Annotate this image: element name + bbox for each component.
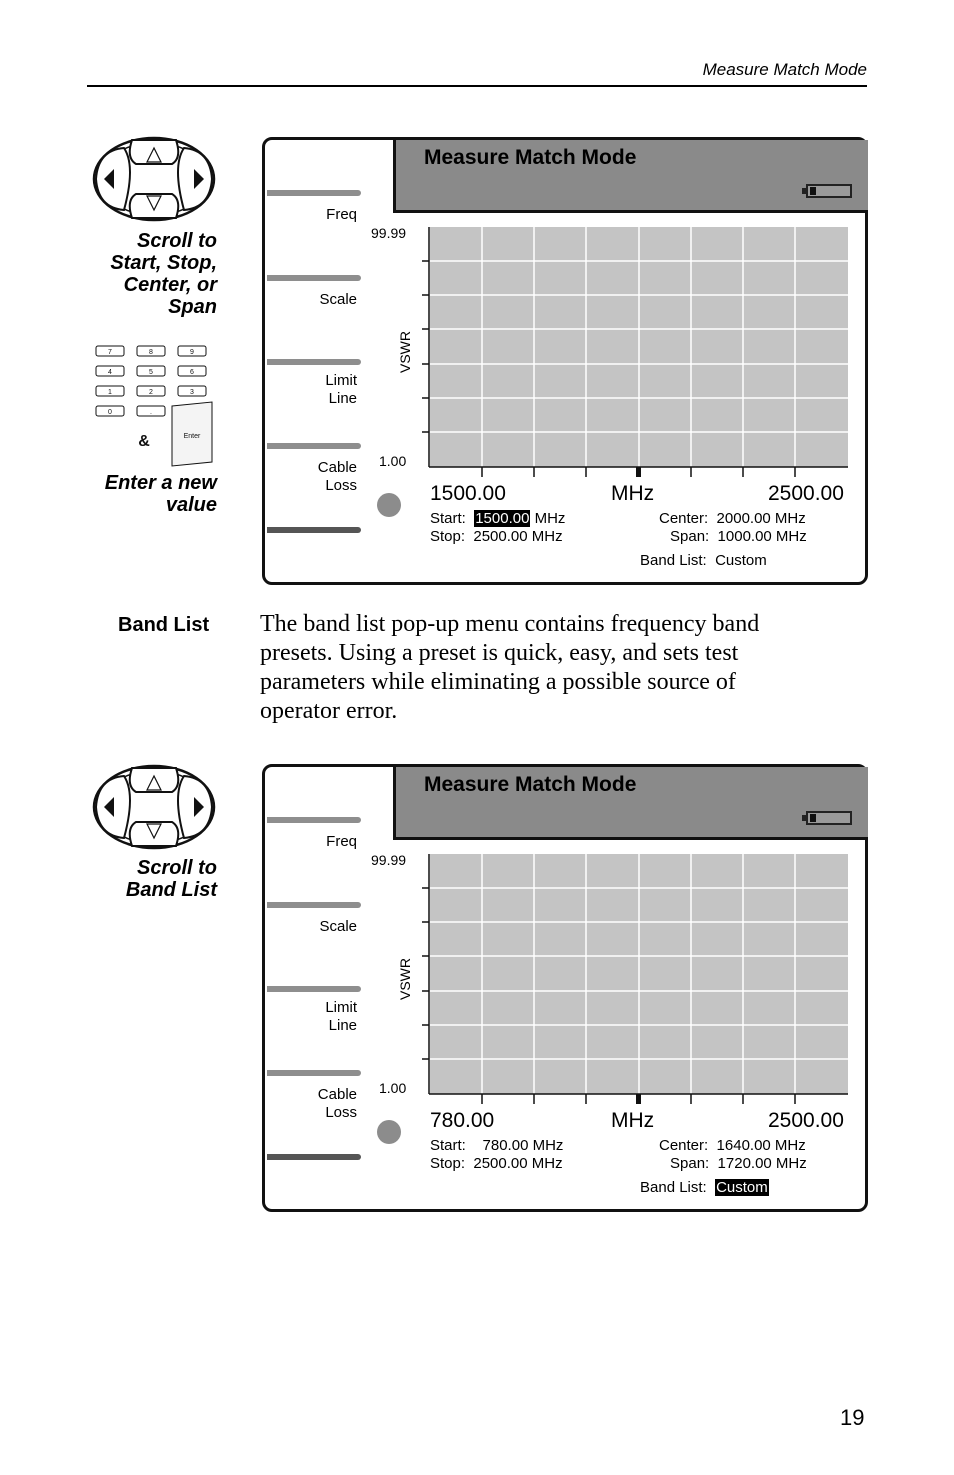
x-start-label: 780.00 [430, 1109, 495, 1132]
y-axis-title: VSWR [397, 958, 413, 1000]
caption-enter-value: Enter a new value [104, 472, 217, 516]
numeric-keypad-icon [92, 342, 216, 467]
span-readout[interactable]: Span: 1720.00 MHz [670, 1155, 807, 1172]
softkey-bar[interactable] [267, 359, 361, 365]
status-indicator-icon [377, 1120, 401, 1144]
screen-frame [262, 137, 868, 585]
band-list-value-field[interactable]: Custom [716, 1179, 768, 1196]
softkey-bar[interactable] [267, 443, 361, 449]
status-indicator-icon [377, 493, 401, 517]
start-value-field[interactable]: 1500.00 [475, 510, 530, 527]
key-0: 0 [108, 409, 112, 416]
span-readout[interactable]: Span: 1000.00 MHz [670, 528, 807, 545]
caption-scroll-start: Scroll to Start, Stop, Center, or Span [110, 230, 217, 318]
softkey-bar[interactable] [267, 1154, 361, 1160]
battery-icon [806, 811, 852, 825]
softkey-bar[interactable] [267, 986, 361, 992]
center-readout[interactable]: Center: 2000.00 MHz [659, 510, 806, 527]
start-readout[interactable]: Start: 1500.00 MHz [430, 510, 566, 527]
softkey-bar[interactable] [267, 275, 361, 281]
softkey-scale[interactable]: Scale [319, 291, 357, 308]
stop-readout[interactable]: Stop: 2500.00 MHz [430, 528, 563, 545]
softkey-cable-loss[interactable]: Cable Loss [317, 459, 357, 494]
softkey-bar[interactable] [267, 1070, 361, 1076]
key-9: 9 [190, 349, 194, 356]
title-bar [393, 767, 868, 840]
softkey-limit-line[interactable]: Limit Line [325, 372, 357, 407]
arrow-keypad-icon [92, 764, 216, 850]
y-axis-bottom-label: 1.00 [379, 453, 407, 469]
screen-1 [262, 137, 868, 585]
screen-frame [262, 764, 868, 1212]
softkey-freq[interactable]: Freq [326, 833, 357, 850]
y-axis-top-label: 99.99 [371, 852, 407, 868]
running-header: Measure Match Mode [702, 60, 867, 79]
key-1: 1 [108, 389, 112, 396]
band-list-readout[interactable]: Band List: Custom [640, 552, 767, 569]
screen-2 [262, 764, 868, 1212]
x-unit-label: MHz [611, 482, 655, 505]
key-3: 3 [190, 389, 194, 396]
x-start-label: 1500.00 [430, 482, 506, 505]
keypad-ampersand: & [138, 433, 150, 450]
softkey-freq[interactable]: Freq [326, 206, 357, 223]
band-list-heading: Band List [118, 614, 210, 636]
caption-scroll-band: Scroll to Band List [125, 857, 217, 901]
page-number: 19 [840, 1405, 865, 1430]
x-stop-label: 2500.00 [768, 1109, 844, 1132]
start-readout[interactable]: Start: 780.00 MHz [430, 1137, 564, 1154]
softkey-cable-loss[interactable]: Cable Loss [317, 1086, 357, 1121]
y-axis-top-label: 99.99 [371, 225, 407, 241]
vswr-plot [422, 225, 852, 485]
screen-title: Measure Match Mode [424, 773, 637, 796]
key-7: 7 [108, 349, 112, 356]
band-list-readout[interactable]: Band List: Custom [640, 1179, 768, 1196]
softkey-bar[interactable] [267, 527, 361, 533]
y-axis-bottom-label: 1.00 [379, 1080, 407, 1096]
softkey-bar[interactable] [267, 902, 361, 908]
arrow-keypad-icon [92, 136, 216, 222]
softkey-bar[interactable] [267, 190, 361, 196]
softkey-scale[interactable]: Scale [319, 918, 357, 935]
battery-icon [806, 184, 852, 198]
softkey-limit-line[interactable]: Limit Line [325, 999, 357, 1034]
title-bar [393, 140, 868, 213]
stop-readout[interactable]: Stop: 2500.00 MHz [430, 1155, 563, 1172]
key-8: 8 [149, 349, 153, 356]
key-2: 2 [149, 389, 153, 396]
key-4: 4 [108, 369, 112, 376]
key-6: 6 [190, 369, 194, 376]
x-stop-label: 2500.00 [768, 482, 844, 505]
band-list-paragraph: The band list pop-up menu contains frequency band presets. Using a preset is quick, easy, and sets test parameters while eliminating a possible source of operator error. [260, 611, 760, 724]
center-readout[interactable]: Center: 1640.00 MHz [659, 1137, 806, 1154]
vswr-plot [422, 852, 852, 1112]
key-5: 5 [149, 369, 153, 376]
header-rule [87, 85, 867, 87]
y-axis-title: VSWR [397, 331, 413, 373]
softkey-bar[interactable] [267, 817, 361, 823]
screen-title: Measure Match Mode [424, 146, 637, 169]
x-unit-label: MHz [611, 1109, 655, 1132]
key-dot: . [150, 409, 152, 416]
key-enter: Enter [183, 433, 201, 440]
